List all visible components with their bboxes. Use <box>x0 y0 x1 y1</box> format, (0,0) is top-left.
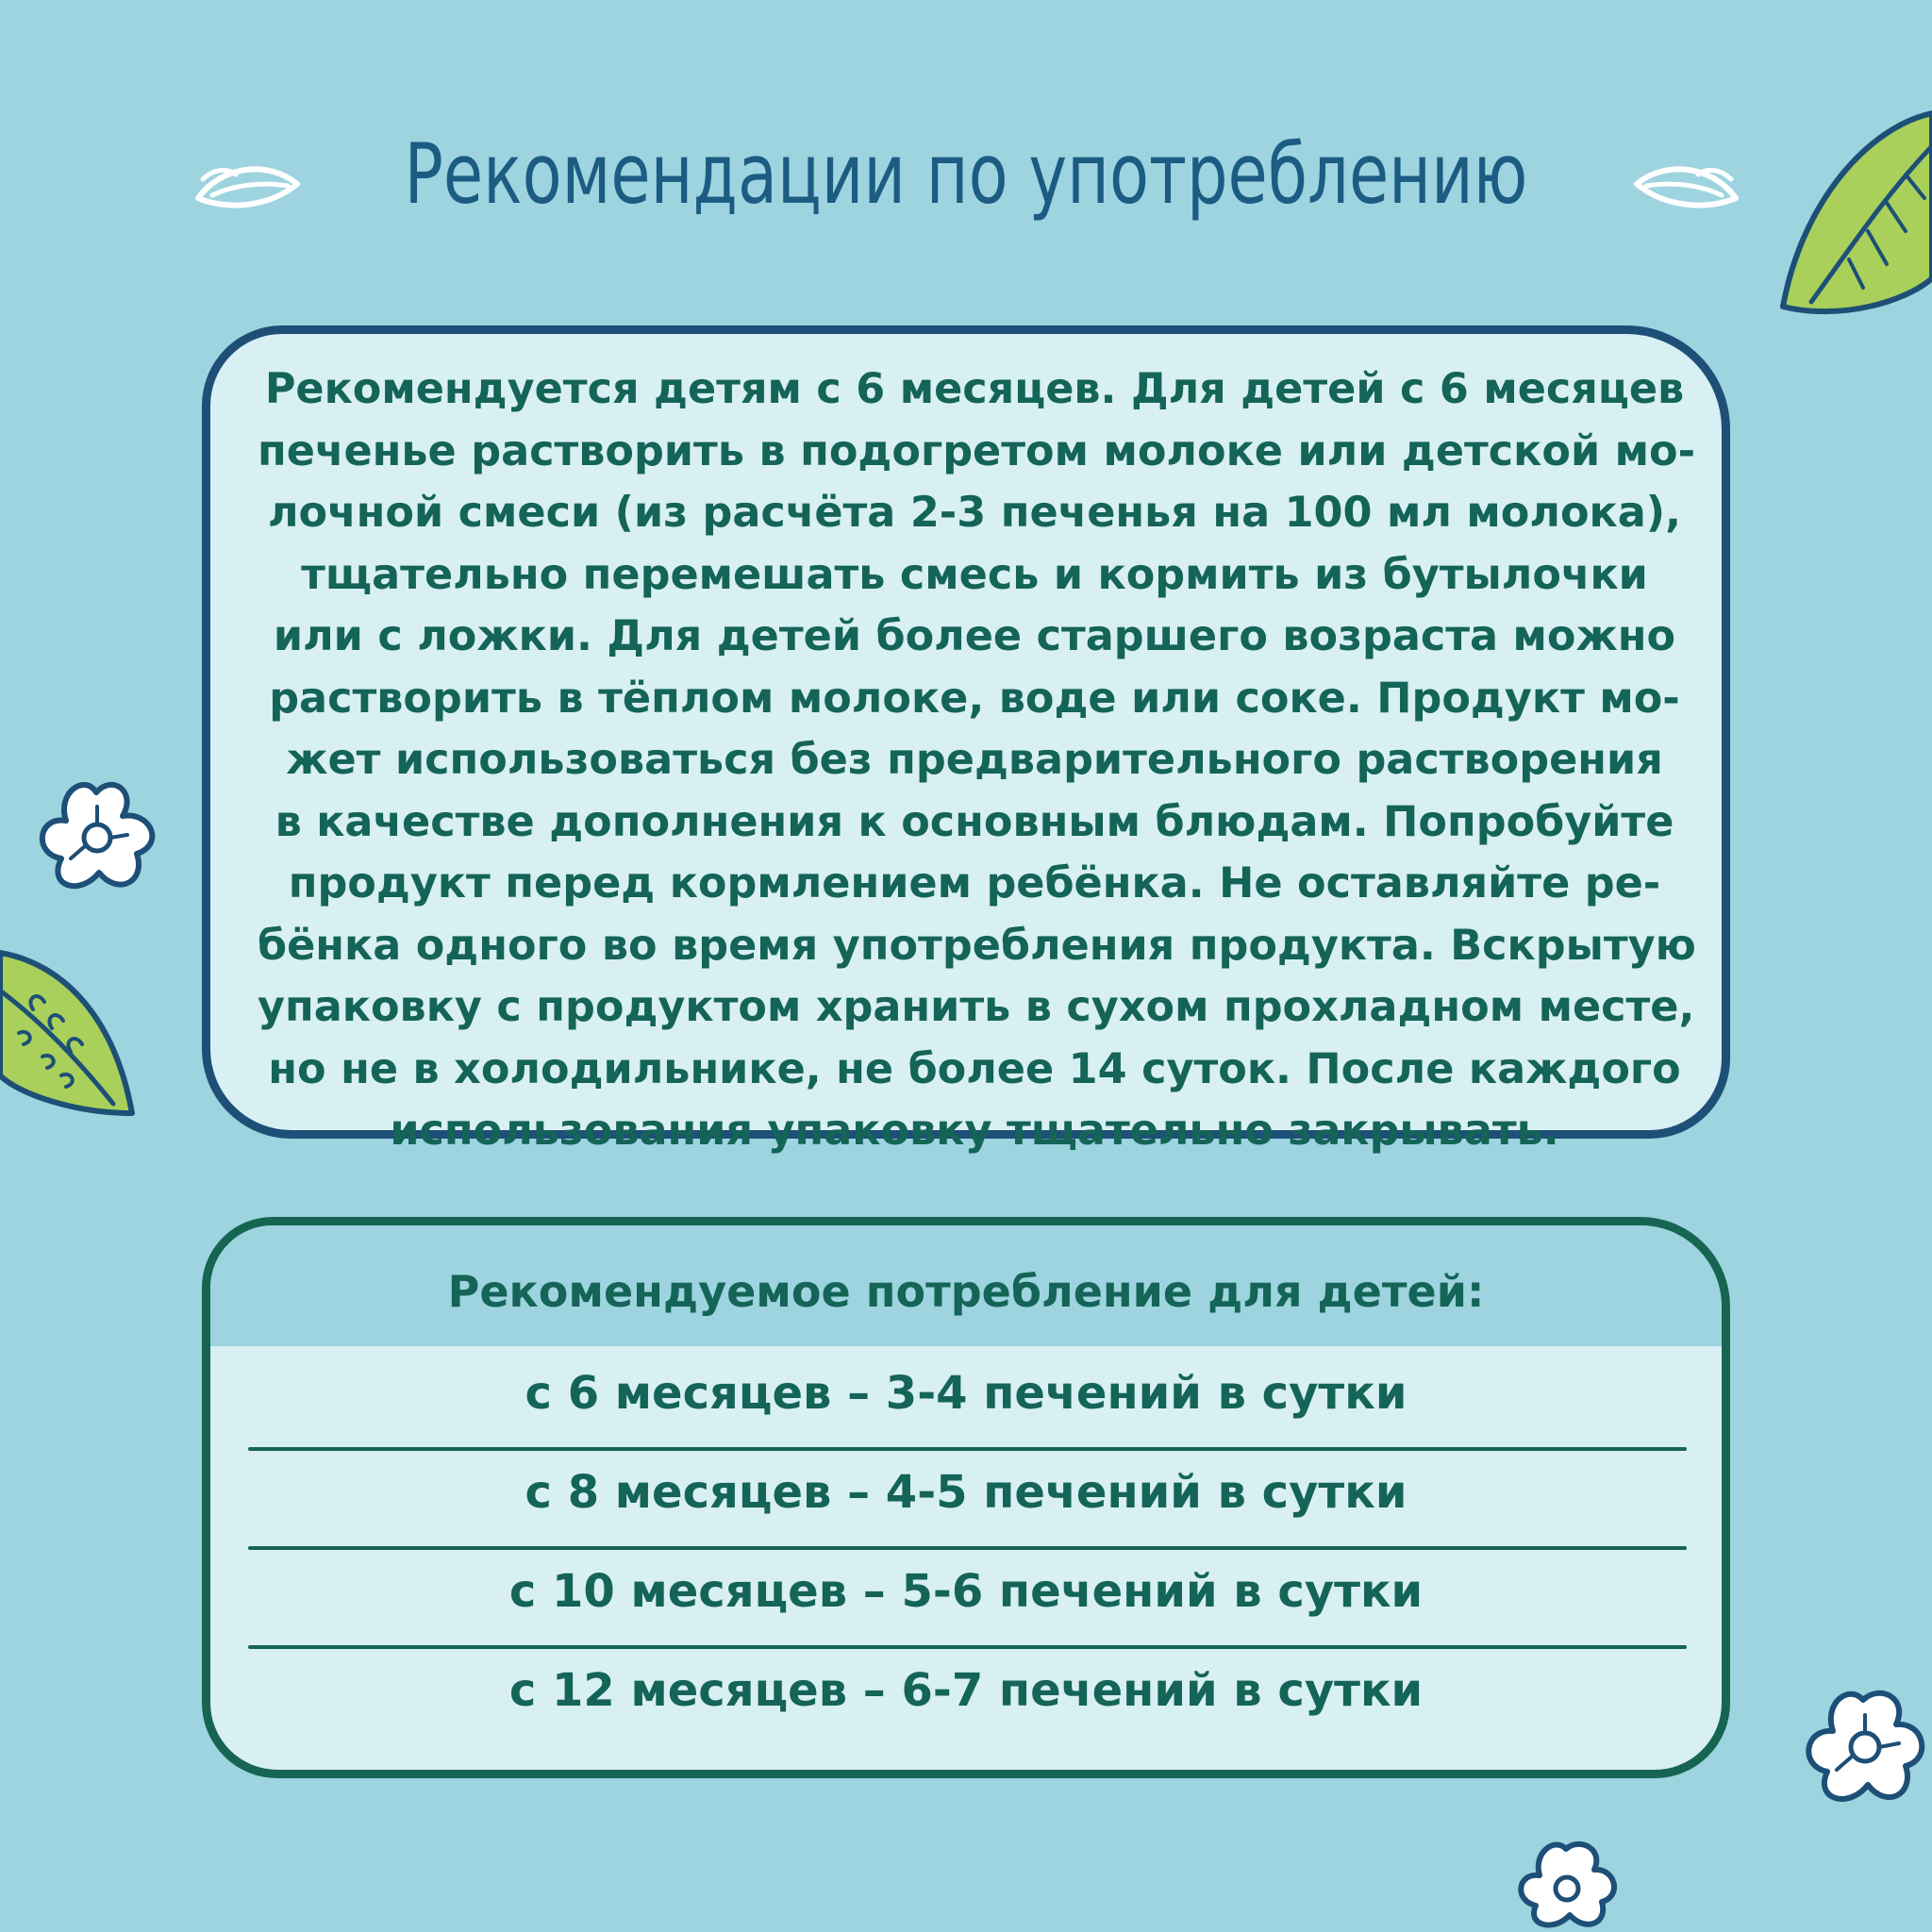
instructions-line: лочной смеси (из расчёта 2-3 печенья на 100 мл молока), <box>267 489 1682 537</box>
consumption-rows <box>210 1346 1722 1742</box>
flower-icon <box>1509 1840 1623 1932</box>
instructions-line: тщательно перемешать смесь и кормить из бутылочки <box>301 550 1648 599</box>
instructions-line-last: использования упаковку тщательно закрывать. <box>390 1107 1559 1155</box>
row-divider <box>248 1645 1687 1649</box>
page-title: Рекомендации по употреблению <box>404 125 1528 223</box>
instructions-line: или с ложки. Для детей более старшего возраста можно <box>273 612 1676 660</box>
row-divider <box>248 1447 1687 1451</box>
table-row: с 8 месяцев – 4-5 печений в сутки <box>525 1466 1407 1519</box>
instructions-line: Рекомендуется детям с 6 месяцев. Для детей с 6 месяцев <box>264 365 1685 413</box>
table-row: с 12 месяцев – 6-7 печений в сутки <box>508 1664 1424 1717</box>
instructions-line: но не в холодильнике, не более 14 суток. После каждого <box>268 1044 1681 1093</box>
consumption-table <box>202 1217 1730 1778</box>
table-row: с 6 месяцев – 3-4 печений в сутки <box>525 1367 1407 1420</box>
instructions-line: бёнка одного во время употребления продукта. Вскрытую <box>258 921 1696 970</box>
row-divider <box>248 1546 1687 1550</box>
leaf-icon <box>0 943 137 1123</box>
instructions-line: жет использоваться без предварительного растворения <box>286 736 1663 784</box>
consumption-table-header <box>210 1225 1722 1346</box>
table-row: с 10 месяцев – 5-6 печений в сутки <box>508 1565 1424 1618</box>
title-row <box>0 108 1932 250</box>
consumption-heading: Рекомендуемое потребление для детей: <box>447 1266 1485 1317</box>
instructions-line: печенье растворить в подогретом молоке или детской мо- <box>258 426 1696 475</box>
instructions-line: продукт перед кормлением ребёнка. Не оставляйте ре- <box>288 859 1661 908</box>
instructions-text <box>258 334 1696 1162</box>
instructions-panel <box>202 325 1730 1155</box>
instructions-line: растворить в тёплом молоке, воде или соке. Продукт мо- <box>269 674 1680 723</box>
flower-icon <box>1797 1689 1932 1811</box>
instructions-line: упаковку с продуктом хранить в сухом прохладном месте, <box>258 983 1695 1031</box>
flower-icon <box>28 778 165 896</box>
instructions-line: в качестве дополнения к основным блюдам. Попробуйте <box>275 797 1674 846</box>
